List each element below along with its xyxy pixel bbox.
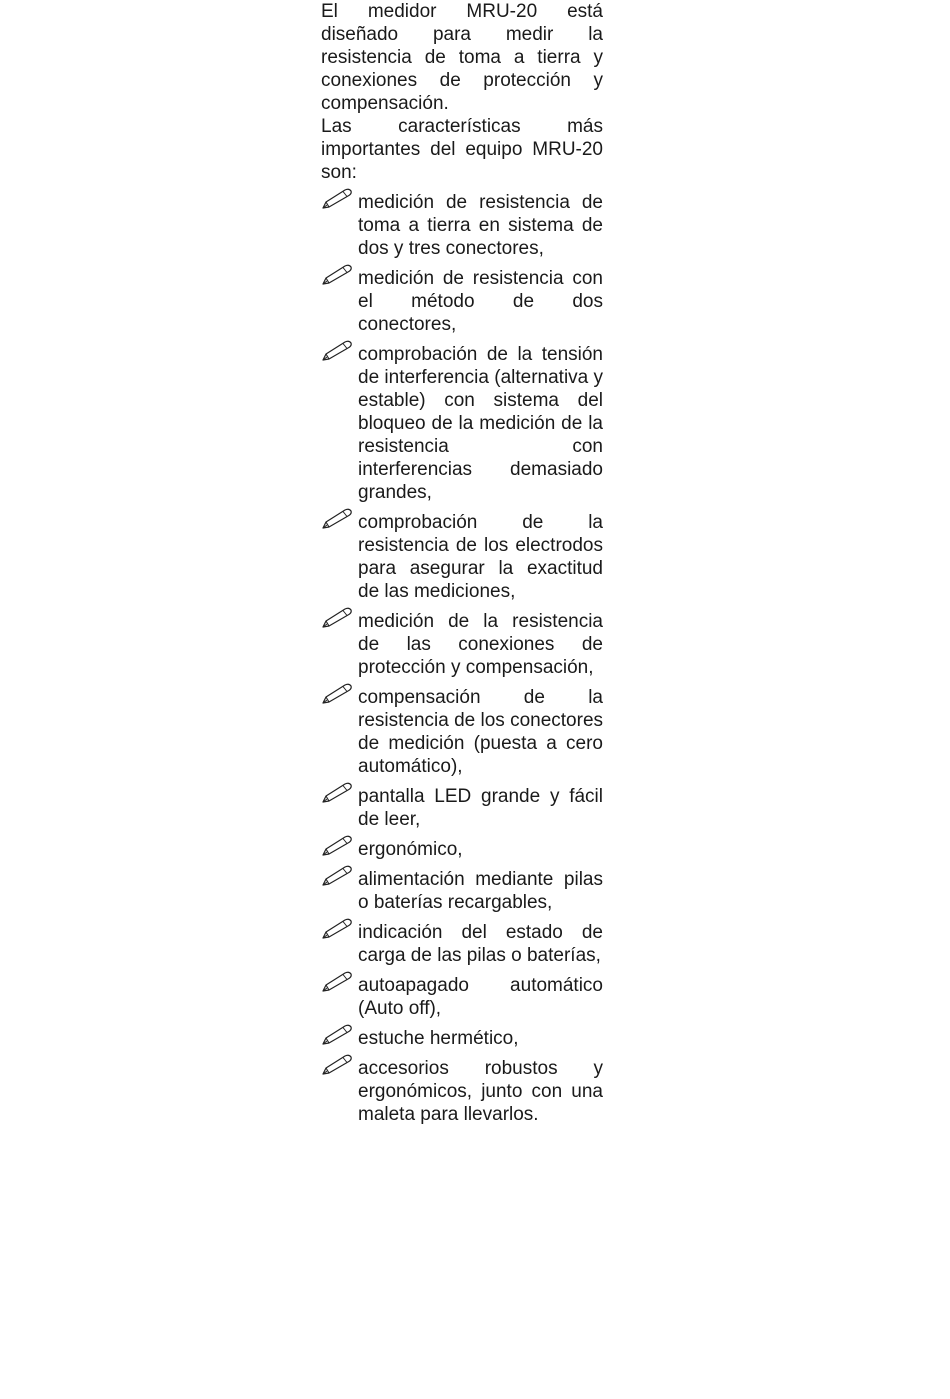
pen-nib-icon bbox=[321, 607, 353, 629]
pen-nib-icon bbox=[321, 918, 353, 940]
feature-item bbox=[321, 921, 603, 967]
feature-item bbox=[321, 686, 603, 778]
feature-item bbox=[321, 1027, 603, 1050]
intro-paragraph: El medidor MRU-20 está diseñado para medir la resistencia de toma a tierra y conexiones de protección y compensación. bbox=[321, 1, 603, 114]
feature-item bbox=[321, 868, 603, 914]
pen-nib-icon bbox=[321, 835, 353, 857]
feature-text: medición de la resistencia de las conexiones de protección y compensación, bbox=[358, 611, 603, 678]
feature-item bbox=[321, 785, 603, 831]
feature-text: comprobación de la resistencia de los electrodos para asegurar la exactitud de las mediciones, bbox=[358, 512, 603, 602]
feature-item bbox=[321, 511, 603, 603]
feature-text: alimentación mediante pilas o baterías recargables, bbox=[358, 869, 603, 913]
feature-text: ergonómico, bbox=[358, 839, 463, 860]
document-column bbox=[321, 0, 603, 1133]
feature-item bbox=[321, 343, 603, 504]
pen-nib-icon bbox=[321, 508, 353, 530]
feature-text: pantalla LED grande y fácil de leer, bbox=[358, 786, 603, 830]
pen-nib-icon bbox=[321, 188, 353, 210]
feature-text: compensación de la resistencia de los conectores de medición (puesta a cero automático), bbox=[358, 687, 604, 777]
feature-item bbox=[321, 1057, 603, 1126]
feature-text: comprobación de la tensión de interferencia (alternativa y estable) con sistema del bloqueo de la medición de la resistencia con interferencias demasiado grandes, bbox=[358, 344, 604, 503]
feature-text: accesorios robustos y ergonómicos, junto con una maleta para llevarlos. bbox=[358, 1058, 603, 1125]
feature-item bbox=[321, 267, 603, 336]
pen-nib-icon bbox=[321, 264, 353, 286]
pen-nib-icon bbox=[321, 683, 353, 705]
pen-nib-icon bbox=[321, 865, 353, 887]
feature-item bbox=[321, 191, 603, 260]
feature-text: estuche hermético, bbox=[358, 1028, 519, 1049]
feature-list bbox=[321, 191, 603, 1126]
feature-text: autoapagado automático (Auto off), bbox=[358, 975, 603, 1019]
feature-text: indicación del estado de carga de las pilas o baterías, bbox=[358, 922, 603, 966]
feature-item bbox=[321, 974, 603, 1020]
feature-text: medición de resistencia de toma a tierra en sistema de dos y tres conectores, bbox=[358, 192, 603, 259]
pen-nib-icon bbox=[321, 340, 353, 362]
pen-nib-icon bbox=[321, 1024, 353, 1046]
features-lead-paragraph: Las características más importantes del equipo MRU-20 son: bbox=[321, 116, 603, 183]
feature-item bbox=[321, 838, 603, 861]
feature-item bbox=[321, 610, 603, 679]
pen-nib-icon bbox=[321, 971, 353, 993]
pen-nib-icon bbox=[321, 1054, 353, 1076]
pen-nib-icon bbox=[321, 782, 353, 804]
feature-text: medición de resistencia con el método de dos conectores, bbox=[358, 268, 603, 335]
